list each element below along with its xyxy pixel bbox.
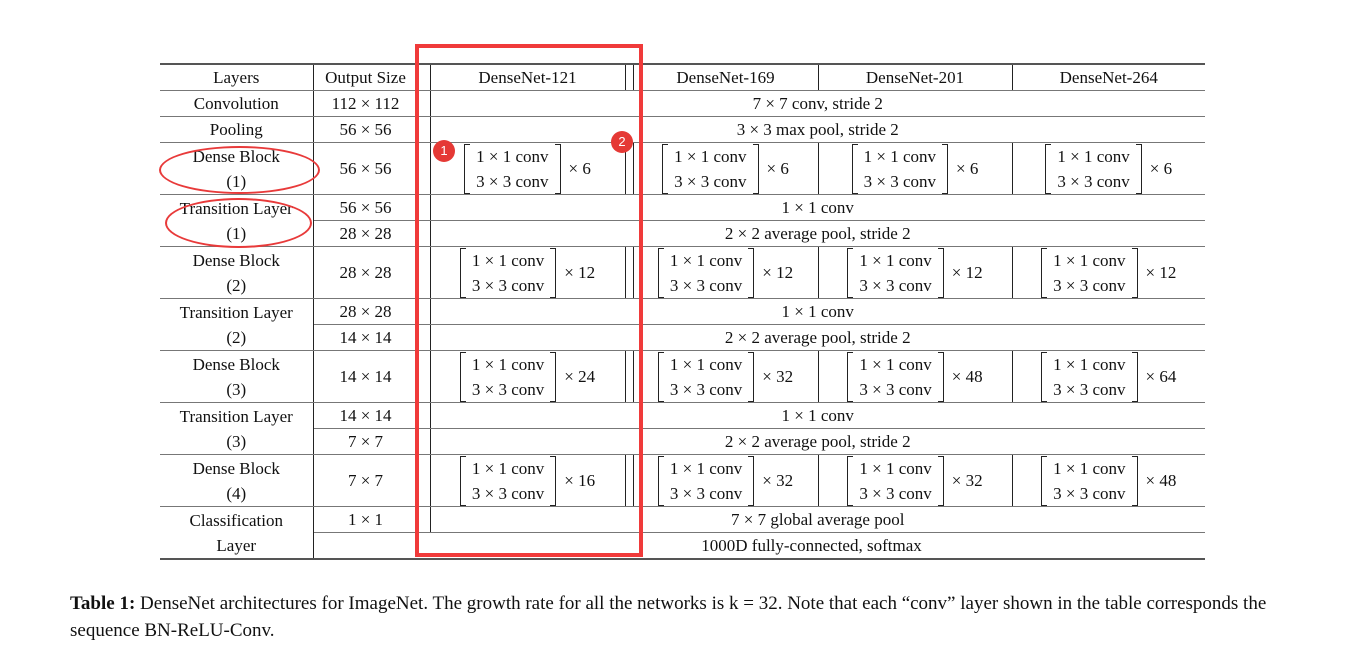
bracket-block: 1 × 1 conv 3 × 3 conv	[460, 248, 556, 298]
layer-description: 2 × 2 average pool, stride 2	[430, 325, 1205, 351]
repeat-count: × 32	[762, 471, 794, 490]
densenet-architecture-table	[160, 63, 1205, 560]
output-size: 112 × 112	[313, 91, 418, 117]
layer-description: 7 × 7 global average pool	[430, 507, 1205, 533]
transition-row	[160, 195, 1205, 221]
layer-description: 1 × 1 conv	[430, 299, 1205, 325]
output-size: 56 × 56	[313, 117, 418, 143]
output-size: 1 × 1	[313, 507, 418, 533]
repeat-count: × 6	[1149, 159, 1173, 178]
highlight-ellipse-transition-layer	[165, 198, 312, 248]
bracket-block: 1 × 1 conv 3 × 3 conv	[847, 456, 943, 506]
layer-name: Dense Block (1)	[160, 143, 313, 195]
output-size: 14 × 14	[313, 403, 418, 429]
repeat-count: × 12	[951, 263, 983, 282]
bracket-block: 1 × 1 conv 3 × 3 conv	[460, 352, 556, 402]
dense-block-row	[160, 351, 1205, 403]
repeat-count: × 32	[951, 471, 983, 490]
repeat-count: × 24	[564, 367, 596, 386]
header-densenet-121: DenseNet-121	[430, 64, 625, 91]
layer-description: 3 × 3 max pool, stride 2	[430, 117, 1205, 143]
output-size: 7 × 7	[313, 429, 418, 455]
layer-description: 2 × 2 average pool, stride 2	[430, 221, 1205, 247]
layer-name: Convolution	[160, 91, 313, 117]
output-size: 7 × 7	[313, 455, 418, 507]
transition-pool-row	[160, 429, 1205, 455]
highlight-box-densenet-121	[415, 44, 643, 557]
repeat-count: × 48	[951, 367, 983, 386]
layer-name: Dense Block (2)	[160, 247, 313, 299]
layer-description: 1 × 1 conv	[430, 403, 1205, 429]
layer-description: 1000D fully-connected, softmax	[418, 533, 1205, 560]
classification-fc-row	[160, 533, 1205, 560]
repeat-count: × 6	[568, 159, 591, 178]
repeat-count: × 16	[564, 471, 596, 490]
bracket-block: 1 × 1 conv 3 × 3 conv	[1045, 144, 1141, 194]
output-size: 56 × 56	[313, 195, 418, 221]
layer-description: 1 × 1 conv	[430, 195, 1205, 221]
repeat-count: × 6	[766, 159, 789, 178]
repeat-count: × 12	[564, 263, 596, 282]
repeat-count: × 12	[1145, 263, 1177, 282]
repeat-count: × 32	[762, 367, 794, 386]
bracket-block: 1 × 1 conv 3 × 3 conv	[852, 144, 948, 194]
bracket-block: 1 × 1 conv 3 × 3 conv	[1041, 352, 1137, 402]
transition-pool-row	[160, 221, 1205, 247]
dense-block-row	[160, 455, 1205, 507]
annotation-badge-1: 1	[433, 140, 455, 162]
bracket-block: 1 × 1 conv 3 × 3 conv	[662, 144, 758, 194]
transition-row	[160, 299, 1205, 325]
highlight-ellipse-dense-block	[159, 146, 320, 194]
dense-block-row	[160, 247, 1205, 299]
layer-name: Classification Layer	[160, 507, 313, 560]
output-size: 56 × 56	[313, 143, 418, 195]
bracket-block: 1 × 1 conv 3 × 3 conv	[464, 144, 560, 194]
bracket-block: 1 × 1 conv 3 × 3 conv	[1041, 248, 1137, 298]
bracket-block: 1 × 1 conv 3 × 3 conv	[658, 352, 754, 402]
caption-label: Table 1:	[70, 593, 136, 614]
header-layers: Layers	[160, 64, 313, 91]
layer-name: Dense Block (3)	[160, 351, 313, 403]
bracket-block: 1 × 1 conv 3 × 3 conv	[658, 456, 754, 506]
bracket-block: 1 × 1 conv 3 × 3 conv	[460, 456, 556, 506]
transition-row	[160, 403, 1205, 429]
layer-name: Transition Layer (3)	[160, 403, 313, 455]
bracket-block: 1 × 1 conv 3 × 3 conv	[847, 248, 943, 298]
layer-name: Pooling	[160, 117, 313, 143]
classification-row	[160, 507, 1205, 533]
table-caption	[70, 590, 1310, 644]
repeat-count: × 6	[956, 159, 979, 178]
bracket-block: 1 × 1 conv 3 × 3 conv	[847, 352, 943, 402]
output-size: 14 × 14	[313, 351, 418, 403]
layer-description: 7 × 7 conv, stride 2	[430, 91, 1205, 117]
transition-pool-row	[160, 325, 1205, 351]
bracket-block: 1 × 1 conv 3 × 3 conv	[1041, 456, 1137, 506]
header-densenet-264: DenseNet-264	[1012, 64, 1205, 91]
output-size: 28 × 28	[313, 221, 418, 247]
layer-name: Dense Block (4)	[160, 455, 313, 507]
output-size: 28 × 28	[313, 247, 418, 299]
output-size: 14 × 14	[313, 325, 418, 351]
layer-name: Transition Layer (2)	[160, 299, 313, 351]
header-densenet-201: DenseNet-201	[818, 64, 1012, 91]
header-output-size: Output Size	[313, 64, 418, 91]
layer-name: Transition Layer (1)	[160, 195, 313, 247]
header-densenet-169: DenseNet-169	[633, 64, 818, 91]
bracket-block: 1 × 1 conv 3 × 3 conv	[658, 248, 754, 298]
repeat-count: × 12	[762, 263, 794, 282]
layer-description: 2 × 2 average pool, stride 2	[430, 429, 1205, 455]
caption-text: DenseNet architectures for ImageNet. The growth rate for all the networks is k = 32. Note that each “conv” layer shown in the table corresponds the sequence BN-ReLU-Conv.	[70, 593, 1267, 641]
pooling-row	[160, 117, 1205, 143]
repeat-count: × 48	[1145, 471, 1177, 490]
output-size: 28 × 28	[313, 299, 418, 325]
repeat-count: × 64	[1145, 367, 1177, 386]
header-row	[160, 64, 1205, 91]
convolution-row	[160, 91, 1205, 117]
annotation-badge-2: 2	[611, 131, 633, 153]
